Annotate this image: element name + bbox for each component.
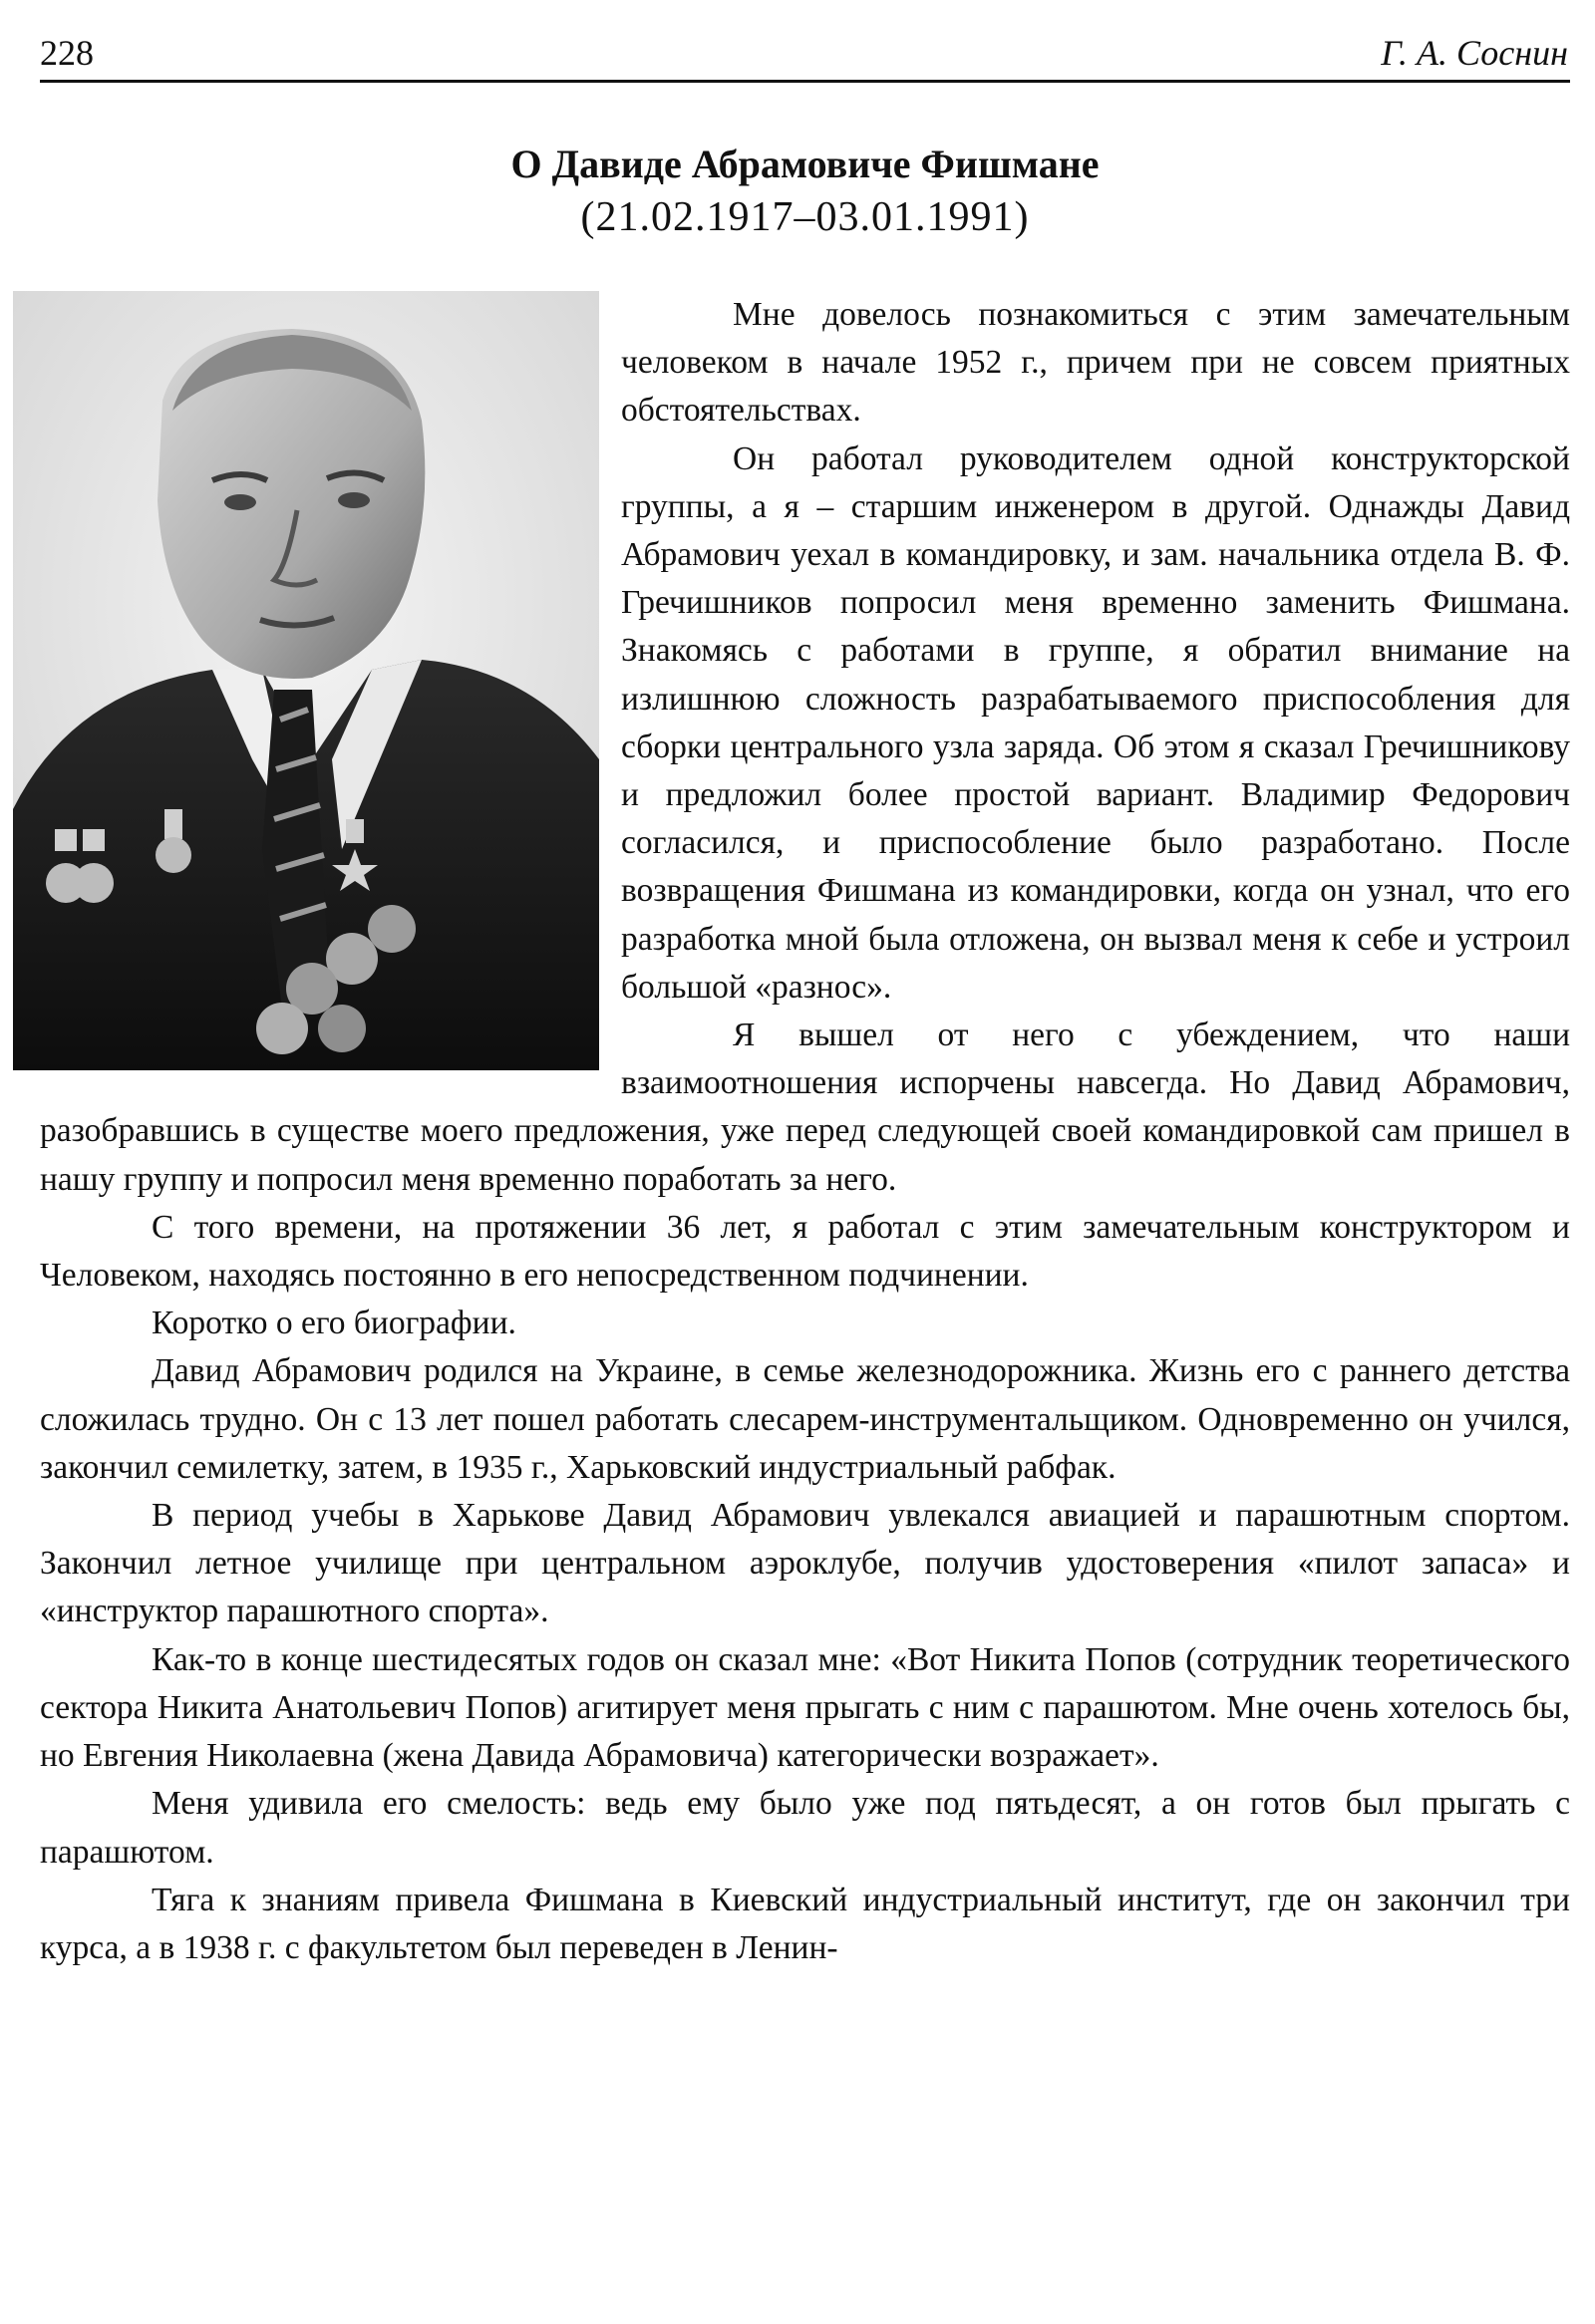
paragraph: Коротко о его биографии.	[152, 1305, 516, 1342]
portrait-photo	[13, 291, 599, 1070]
page-number: 228	[40, 33, 94, 73]
article-body	[40, 291, 1570, 1972]
paragraph: В период учебы в Харькове Давид Абрамович увлекался авиацией и парашютным спортом. Закончил летное училище при центральном аэроклубе, получив удостоверения «пилот запаса» и «инструктор парашютного спорта».	[40, 1497, 1570, 1630]
paragraph: Меня удивила его смелость: ведь ему было уже под пятьдесят, а он готов был прыгать с парашютом.	[40, 1785, 1570, 1871]
running-author: Г. А. Соснин	[1381, 33, 1568, 73]
paragraph: Я вышел от него с убеждением, что наши взаимоотношения испорчены навсегда. Но Давид Абрамович, разобравшись в существе моего предложения, уже перед следующей своей командировкой сам пришел в нашу группу и попросил меня временно поработать за него.	[40, 1017, 1570, 1198]
article-dates: (21.02.1917–03.01.1991)	[580, 194, 1030, 240]
paragraph: Давид Абрамович родился на Украине, в семье железнодорожника. Жизнь его с раннего детства сложилась трудно. Он с 13 лет пошел работать слесарем-инструментальщиком. Одновременно он учился, закончил семилетку, затем, в 1935 г., Харьковский индустриальный рабфак.	[40, 1352, 1570, 1486]
paragraph: Как-то в конце шестидесятых годов он сказал мне: «Вот Никита Попов (сотрудник теоретического сектора Никита Анатольевич Попов) агитирует меня прыгать с ним с парашютом. Мне очень хотелось бы, но Евгения Николаевна (жена Давида Абрамовича) категорически возражает».	[40, 1640, 1570, 1775]
paragraph: Тяга к знаниям привела Фишмана в Киевский индустриальный институт, где он закончил три курса, а в 1938 г. с факультетом был переведен в Ленин-	[40, 1881, 1570, 1966]
book-page	[40, 0, 1570, 2324]
portrait-photo-icon	[13, 291, 599, 1070]
paragraph: Мне довелось познакомиться с этим замечательным человеком в начале 1952 г., причем при не совсем приятных обстоятельствах.	[621, 296, 1570, 430]
article-title: О Давиде Абрамовиче Фишмане	[510, 142, 1100, 186]
paragraph: С того времени, на протяжении 36 лет, я работал с этим замечательным конструктором и Человеком, находясь постоянно в его непосредственном подчинении.	[40, 1208, 1570, 1295]
running-header	[40, 28, 1570, 83]
paragraph: Он работал руководителем одной конструкторской группы, а я – старшим инженером в другой. Однажды Давид Абрамович уехал в командировку, и зам. начальника отдела В. Ф. Гречишников попросил меня временно заменить Фишмана. Знакомясь с работами в группе, я обратил внимание на излишнюю сложность разрабатываемого приспособления для сборки центрального узла заряда. Об этом я сказал Гречишникову и предложил более простой вариант. Владимир Федорович согласился, и приспособление было разработано. После возвращения Фишмана из командировки, когда он узнал, что его разработка мной была отложена, он вызвал меня к себе и устроил большой «разнос».	[621, 439, 1570, 1006]
